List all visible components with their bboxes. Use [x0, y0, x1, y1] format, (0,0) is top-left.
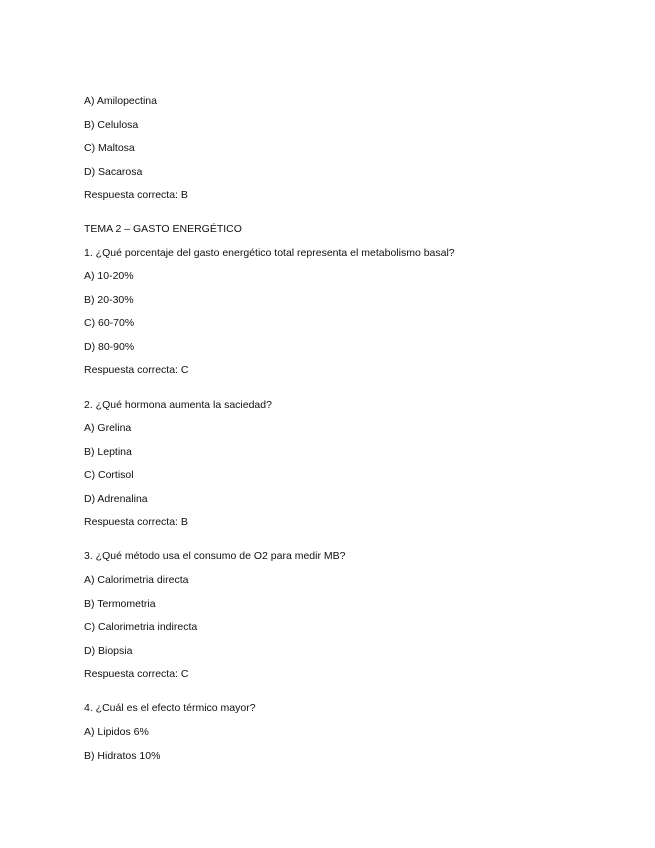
option-text: C) Maltosa	[84, 142, 135, 154]
section-title: TEMA 2 – GASTO ENERGÉTICO	[84, 223, 242, 235]
option-text: D) 80-90%	[84, 341, 135, 353]
answer-text: Respuesta correcta: B	[84, 189, 188, 201]
option-text: C) 60-70%	[84, 317, 135, 329]
option-text: B) Termometria	[84, 598, 156, 610]
option-text: B) Leptina	[84, 446, 132, 458]
option-text: B) 20-30%	[84, 294, 134, 306]
answer-text: Respuesta correcta: C	[84, 668, 189, 680]
option-text: A) Calorimetria directa	[84, 574, 189, 586]
option-text: A) Amilopectina	[84, 95, 157, 107]
option-text: C) Cortisol	[84, 469, 134, 481]
answer-text: Respuesta correcta: B	[84, 516, 188, 528]
option-text: D) Adrenalina	[84, 493, 148, 505]
question-text: 2. ¿Qué hormona aumenta la saciedad?	[84, 399, 272, 411]
option-text: C) Calorimetria indirecta	[84, 621, 198, 633]
question-text: 3. ¿Qué método usa el consumo de O2 para medir MB?	[84, 550, 346, 562]
option-text: D) Biopsia	[84, 645, 133, 657]
answer-text: Respuesta correcta: C	[84, 364, 189, 376]
option-text: B) Hidratos 10%	[84, 750, 161, 762]
option-text: A) Grelina	[84, 422, 132, 434]
option-text: A) 10-20%	[84, 270, 134, 282]
question-text: 1. ¿Qué porcentaje del gasto energético total representa el metabolismo basal?	[84, 247, 455, 259]
question-text: 4. ¿Cuál es el efecto térmico mayor?	[84, 702, 256, 714]
option-text: D) Sacarosa	[84, 166, 143, 178]
option-text: A) Lipidos 6%	[84, 726, 149, 738]
option-text: B) Celulosa	[84, 119, 139, 131]
